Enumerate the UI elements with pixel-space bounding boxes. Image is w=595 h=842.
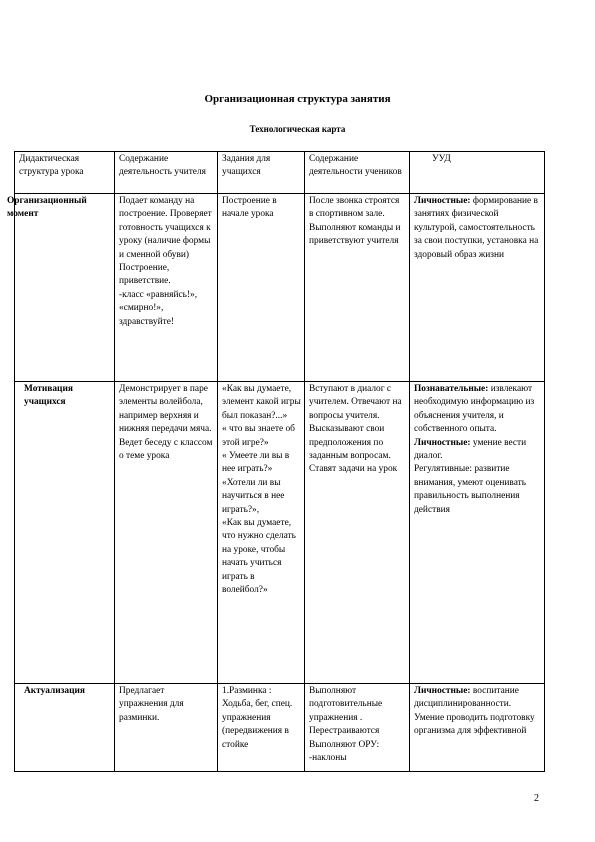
uud-label-2: Личностные:	[414, 437, 471, 448]
header-students: Содержание деятельности учеников	[305, 152, 410, 194]
table-row	[15, 382, 545, 684]
uud-text: воспитание дисциплинированности. Умение проводить подготовку организма для эффективной	[414, 686, 535, 737]
cell-teacher: Демонстрирует в паре элементы волейбола, например верхняя и нижняя передачи мяча. Ведет беседу с классом о теме урока	[115, 382, 218, 684]
stage-label: Организационный момент	[7, 196, 87, 220]
cell-stage	[15, 382, 115, 684]
cell-uud	[410, 194, 545, 382]
page-number: 2	[534, 793, 539, 804]
uud-label: Личностные:	[414, 196, 471, 206]
header-stage: Дидактическая структура урока	[15, 152, 115, 194]
cell-students: Вступают в диалог с учителем. Отвечают на вопросы учителя. Высказывают свои предположения по заданным вопросам. Ставят задачи на урок	[305, 382, 410, 684]
cell-teacher: Подает команду на построение. Проверяет готовность учащихся к уроку (наличие формы и сменной обуви) Построение, приветствие. -класс «равняйсь!», «смирно!», здравствуйте!	[115, 194, 218, 382]
tech-card-table	[7, 151, 545, 772]
cell-stage	[7, 194, 115, 382]
table-row	[15, 194, 545, 382]
cell-students: Выполняют подготовительные упражнения . Перестраиваются Выполняют ОРУ: -наклоны	[305, 684, 410, 772]
page-title: Организационная структура занятия	[204, 93, 391, 105]
header-teacher: Содержание деятельность учителя	[115, 152, 218, 194]
cell-teacher: Предлагает упражнения для разминки.	[115, 684, 218, 772]
cell-tasks: 1.Разминка : Ходьба, бег, спец. упражнения (передвижения в стойке	[218, 684, 305, 772]
uud-text: извлекают необходимую информацию из объяснения учителя, и собственного опыта.	[414, 384, 535, 435]
cell-stage	[15, 684, 115, 772]
stage-label: Актуализация	[24, 686, 85, 696]
header-tasks: Задания для учащихся	[218, 152, 305, 194]
table-row	[15, 684, 545, 772]
uud-label: Познавательные:	[414, 384, 489, 394]
table-header-row	[15, 152, 545, 194]
cell-students: После звонка строятся в спортивном зале. Выполняют команды и приветствуют учителя	[305, 194, 410, 382]
uud-text-2: умение вести диалог. Регулятивные: развитие внимания, умеют оценивать правильность выполнения действия	[414, 437, 527, 515]
cell-uud	[410, 382, 545, 684]
uud-text: формирование в занятиях физической культурой, самостоятельность за свои поступки, установка на здоровый образ жизни	[414, 196, 539, 260]
uud-label: Личностные:	[414, 686, 471, 696]
cell-tasks: Построение в начале урока	[218, 194, 305, 382]
page-subtitle: Технологическая карта	[249, 124, 346, 134]
cell-uud	[410, 684, 545, 772]
header-uud	[410, 152, 545, 194]
cell-tasks: «Как вы думаете, элемент какой игры был показан?...» « что вы знаете об этой игре?» « Умеете ли вы в нее играть?» «Хотели ли вы научиться в нее играть?», «Как вы думаете, что нужно сделать на уроке, чтобы начать учиться играть в волейбол?»	[218, 382, 305, 684]
stage-label: Мотивация учащихся	[24, 384, 73, 408]
header-uud-label: УУД	[432, 154, 451, 164]
